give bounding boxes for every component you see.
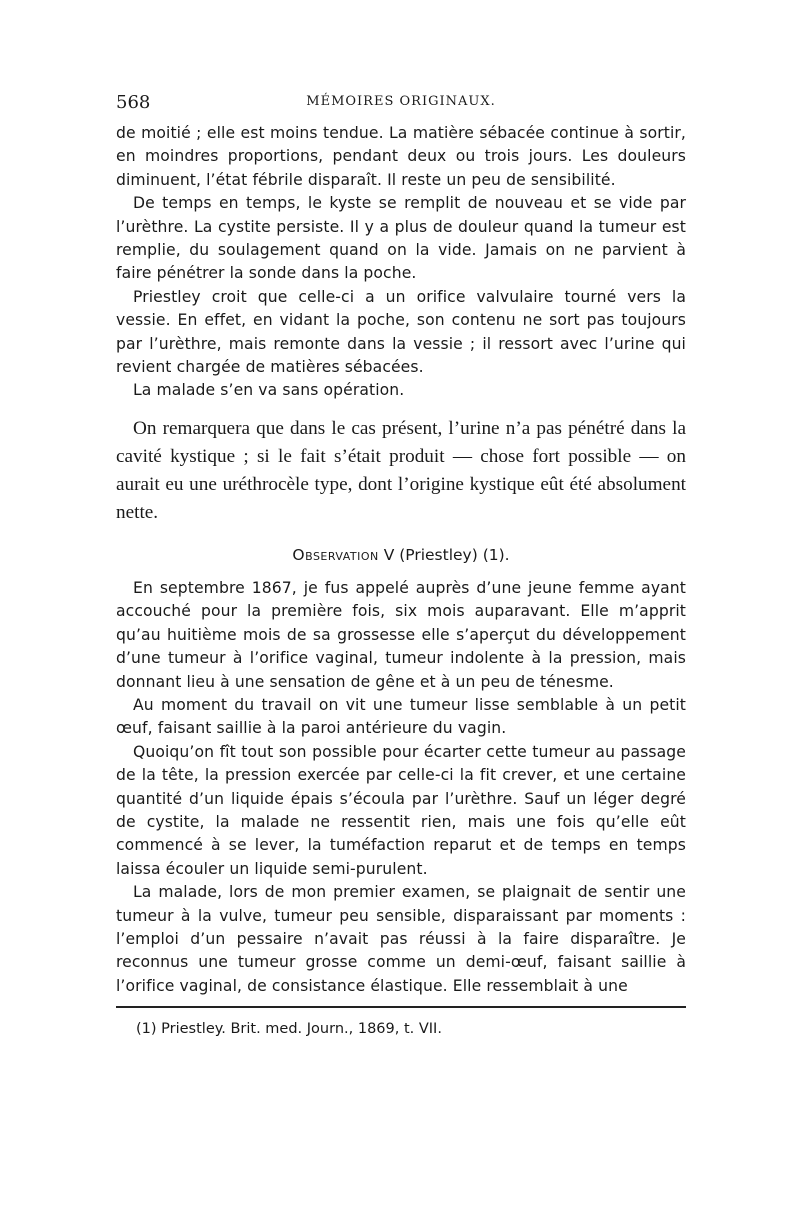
- observation-body: [116, 577, 686, 998]
- observation-heading: [116, 546, 686, 564]
- running-title: MÉMOIRES ORIGINAUX.: [306, 94, 496, 109]
- footnote-divider: [116, 1006, 686, 1008]
- paragraph: Au moment du travail on vit une tumeur lisse semblable à un petit œuf, faisant saillie à la paroi antérieure du vagin.: [116, 695, 686, 738]
- page-number: 568: [116, 92, 151, 113]
- observation-heading-rest: V (Priestley) (1).: [378, 545, 510, 564]
- paragraph: Priestley croit que celle-ci a un orifice valvulaire tourné vers la vessie. En effet, en vidant la poche, son contenu ne sort pas toujours par l’urèthre, mais remonte dans la vessie ; il ressort avec l’urine qui revient chargée de matières sébacées.: [116, 287, 686, 377]
- paragraph: de moitié ; elle est moins tendue. La matière sébacée continue à sortir, en moindres proportions, pendant deux ou trois jours. Les douleurs diminuent, l’état fébrile disparaît. Il reste un peu de sensibilité.: [116, 124, 686, 189]
- paragraph: De temps en temps, le kyste se remplit de nouveau et se vide par l’urèthre. La cystite persiste. Il y a plus de douleur quand la tumeur est remplie, du soulagement quand on la vide. Jamais on ne parvient à faire pénétrer la sonde dans la poche.: [116, 194, 686, 283]
- case-continuation: [116, 122, 686, 403]
- paragraph: Quoiqu’on fît tout son possible pour écarter cette tumeur au passage de la tête, la pression exercée par celle-ci la fit crever, et une certaine quantité d’un liquide épais s’écoula par l’urèthre. Sauf un léger degré de cystite, la malade ne ressentit rien, mais une fois qu’elle eût commencé à se lever, la tuméfaction reparut et de temps en temps laissa écouler un liquide semi-purulent.: [116, 742, 686, 878]
- paragraph: La malade s’en va sans opération.: [133, 381, 405, 400]
- observation-heading-label: Observation: [292, 545, 379, 564]
- paragraph: En septembre 1867, je fus appelé auprès d’une jeune femme ayant accouché pour la première fois, six mois auparavant. Elle m’apprit qu’au huitième mois de sa grossesse elle s’aperçut du développement d’une tumeur à l’orifice vaginal, tumeur indolente à la pression, mais donnant lieu à une sensation de gêne et à un peu de ténesme.: [116, 578, 686, 691]
- page-header: [116, 92, 686, 122]
- commentary-paragraph: On remarquera que dans le cas présent, l’urine n’a pas pénétré dans la cavité kystique ; si le fait s’était produit — chose fort possible — on aurait eu une uréthrocèle type, dont l’origine kystique eût été absolument nette.: [116, 417, 686, 523]
- footnote: (1) Priestley. Brit. med. Journ., 1869, t. VII.: [136, 1021, 442, 1038]
- paragraph: La malade, lors de mon premier examen, se plaignait de sentir une tumeur à la vulve, tumeur peu sensible, disparaissant par moments : l’emploi d’un pessaire n’avait pas réussi à la faire disparaître. Je reconnus une tumeur grosse comme un demi-œuf, faisant saillie à l’orifice vaginal, de consistance élastique. Elle ressemblait à une: [116, 883, 686, 995]
- book-page: [116, 92, 686, 1037]
